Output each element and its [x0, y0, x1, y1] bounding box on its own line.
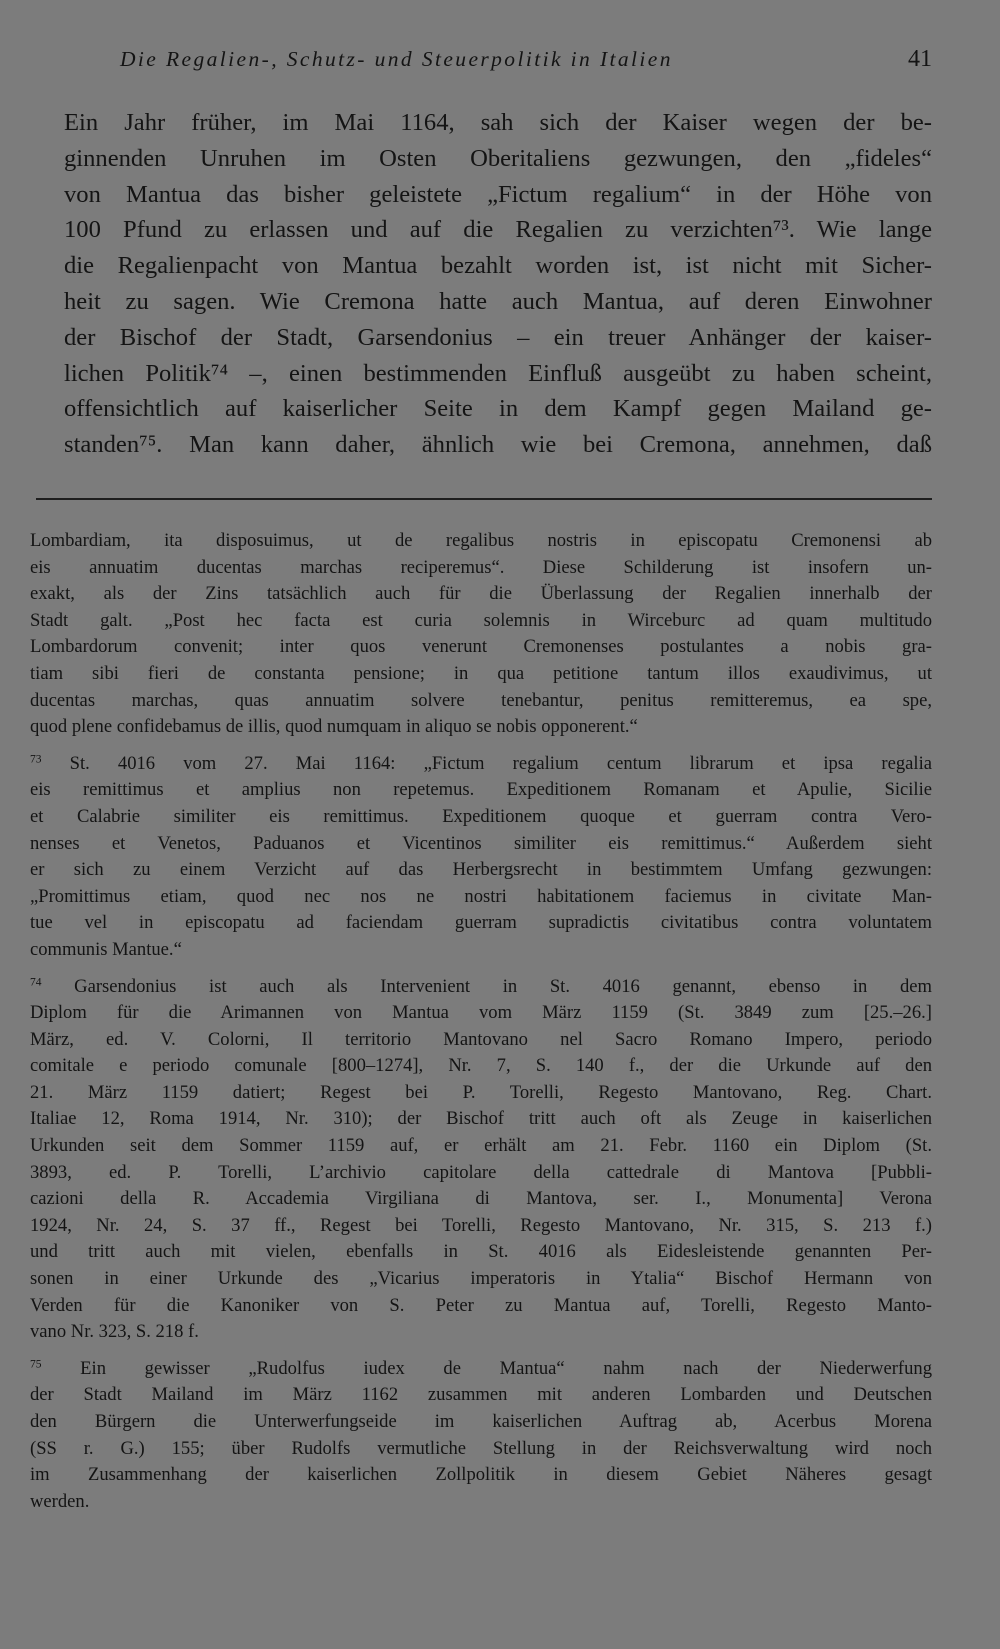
body-line: Ein Jahr früher, im Mai 1164, sah sich der Kaiser wegen der be- [64, 109, 932, 136]
footnote-74 [30, 974, 932, 1346]
footnote-continuation [30, 528, 932, 741]
footnote-line: 1924, Nr. 24, S. 37 ff., Regest bei Torelli, Regesto Mantovano, Nr. 315, S. 213 f.) [30, 1214, 932, 1236]
footnote-line: Lombardorum convenit; inter quos venerunt Cremonenses postulantes a nobis gra- [30, 636, 932, 658]
body-line: 100 Pfund zu erlassen und auf die Regalien zu verzichten⁷³. Wie lange [64, 216, 932, 244]
footnote-line: quod plene confidebamus de illis, quod numquam in aliquo se nobis opponerent.“ [30, 716, 638, 738]
footnote-line: communis Mantue.“ [30, 938, 182, 960]
footnote-line: $^{74}$ Garsendonius ist auch als Intervenient in St. 4016 genannt, ebenso in dem [30, 975, 932, 997]
body-line: lichen Politik⁷⁴ –, einen bestimmenden Einfluß ausgeübt zu haben scheint, [64, 359, 932, 387]
footnote-line: er sich zu einem Verzicht auf das Herbergsrecht in bestimmtem Umfang gezwungen: [30, 859, 932, 881]
body-line: standen⁷⁵. Man kann daher, ähnlich wie bei Cremona, annehmen, daß [64, 431, 932, 459]
footnote-line: ducentas marchas, quas annuatim solvere tenebantur, penitus remitteremus, ea spe, [30, 689, 932, 711]
footnote-line: Lombardiam, ita disposuimus, ut de regalibus nostris in episcopatu Cremonensi ab [30, 530, 932, 551]
footnote-line: den Bürgern die Unterwerfungseide im kaiserlichen Auftrag ab, Acerbus Morena [30, 1411, 932, 1432]
footnote-line: und tritt auch mit vielen, ebenfalls in St. 4016 als Eidesleistende genannten Per- [30, 1241, 932, 1263]
footnote-line: exakt, als der Zins tatsächlich auch für die Überlassung der Regalien innerhalb der [30, 583, 932, 605]
body-line: die Regalienpacht von Mantua bezahlt worden ist, ist nicht mit Sicher- [64, 252, 932, 280]
footnote-line: Italiae 12, Roma 1914, Nr. 310); der Bischof tritt auch oft als Zeuge in kaiserlichen [30, 1108, 932, 1130]
footnote-number: 75 [30, 1358, 42, 1371]
footnote-line: 21. März 1159 datiert; Regest bei P. Torelli, Regesto Mantovano, Reg. Chart. [30, 1081, 932, 1103]
footnote-line: vano Nr. 323, S. 218 f. [30, 1321, 199, 1343]
footnote-number: 74 [30, 976, 42, 989]
footnote-line: der Stadt Mailand im März 1162 zusammen mit anderen Lombarden und Deutschen [30, 1384, 932, 1406]
body-line: von Mantua das bisher geleistete „Fictum regalium“ in der Höhe von [64, 180, 932, 208]
body-line: der Bischof der Stadt, Garsendonius – ein treuer Anhänger der kaiser- [64, 323, 932, 351]
footnote-line: werden. [30, 1490, 90, 1512]
footnote-line: März, ed. V. Colorni, Il territorio Mantovano nel Sacro Romano Impero, periodo [30, 1028, 932, 1050]
page-number: 41 [908, 46, 932, 72]
running-head-title: Die Regalien-, Schutz- und Steuerpolitik in Italien [120, 47, 673, 71]
footnote-75 [30, 1356, 932, 1516]
footnote-line: sonen in einer Urkunde des „Vicarius imperatoris in Ytalia“ Bischof Hermann von [30, 1268, 932, 1290]
footnote-line: comitale e periodo comunale [800–1274], Nr. 7, S. 140 f., der die Urkunde auf den [30, 1055, 932, 1077]
body-line: offensichtlich auf kaiserlicher Seite in dem Kampf gegen Mailand ge- [64, 395, 932, 423]
footnote-line: tue vel in episcopatu ad faciendam guerram supradictis civitatibus contra voluntatem [30, 912, 932, 934]
footnote-line: im Zusammenhang der kaiserlichen Zollpolitik in diesem Gebiet Näheres gesagt [30, 1464, 932, 1486]
footnote-line: cazioni della R. Accademia Virgiliana di Mantova, ser. I., Monumenta] Verona [30, 1188, 932, 1210]
footnote-line: et Calabrie similiter eis remittimus. Expeditionem quoque et guerram contra Vero- [30, 805, 932, 827]
body-line: heit zu sagen. Wie Cremona hatte auch Mantua, auf deren Einwohner [64, 287, 932, 315]
footnote-line: Stadt galt. „Post hec facta est curia solemnis in Wirceburc ad quam multitudo [30, 609, 932, 631]
footnote-line: eis remittimus et amplius non repetemus. Expeditionem Romanam et Apulie, Sicilie [30, 779, 932, 801]
footnote-line: $^{73}$ St. 4016 vom 27. Mai 1164: „Fictum regalium centum librarum et ipsa regalia [30, 752, 932, 774]
footnote-line: Urkunden seit dem Sommer 1159 auf, er erhält am 21. Febr. 1160 ein Diplom (St. [30, 1135, 932, 1157]
footnote-line: Diplom für die Arimannen von Mantua vom März 1159 (St. 3849 zum [25.–26.] [30, 1002, 932, 1024]
footnote-line: „Promittimus etiam, quod nec nos ne nostri habitationem faciemus in civitate Man- [30, 885, 932, 907]
footnote-separator-rule [36, 498, 932, 500]
footnote-73 [30, 751, 932, 964]
footnote-line: nenses et Venetos, Paduanos et Vicentinos similiter eis remittimus.“ Außerdem sieht [30, 832, 932, 854]
main-paragraph [64, 105, 932, 463]
body-line: ginnenden Unruhen im Osten Oberitaliens gezwungen, den „fideles“ [64, 144, 932, 172]
running-head [120, 46, 932, 73]
footnote-line: eis annuatim ducentas marchas reciperemus“. Diese Schilderung ist insofern un- [30, 556, 932, 578]
footnote-line: tiam sibi fieri de constanta pensione; in qua petitione tantum illos exaudivimus, ut [30, 662, 932, 684]
footnote-line: Verden für die Kanoniker von S. Peter zu Mantua auf, Torelli, Regesto Manto- [30, 1294, 932, 1316]
footnote-line: 3893, ed. P. Torelli, L’archivio capitolare della cattedrale di Mantova [Pubbli- [30, 1161, 932, 1183]
footnotes [30, 528, 932, 1515]
footnote-line: $^{75}$ Ein gewisser „Rudolfus iudex de Mantua“ nahm nach der Niederwerfung [30, 1357, 932, 1379]
footnote-line: (SS r. G.) 155; über Rudolfs vermutliche Stellung in der Reichsverwaltung wird noch [30, 1437, 932, 1459]
footnote-number: 73 [30, 753, 42, 766]
